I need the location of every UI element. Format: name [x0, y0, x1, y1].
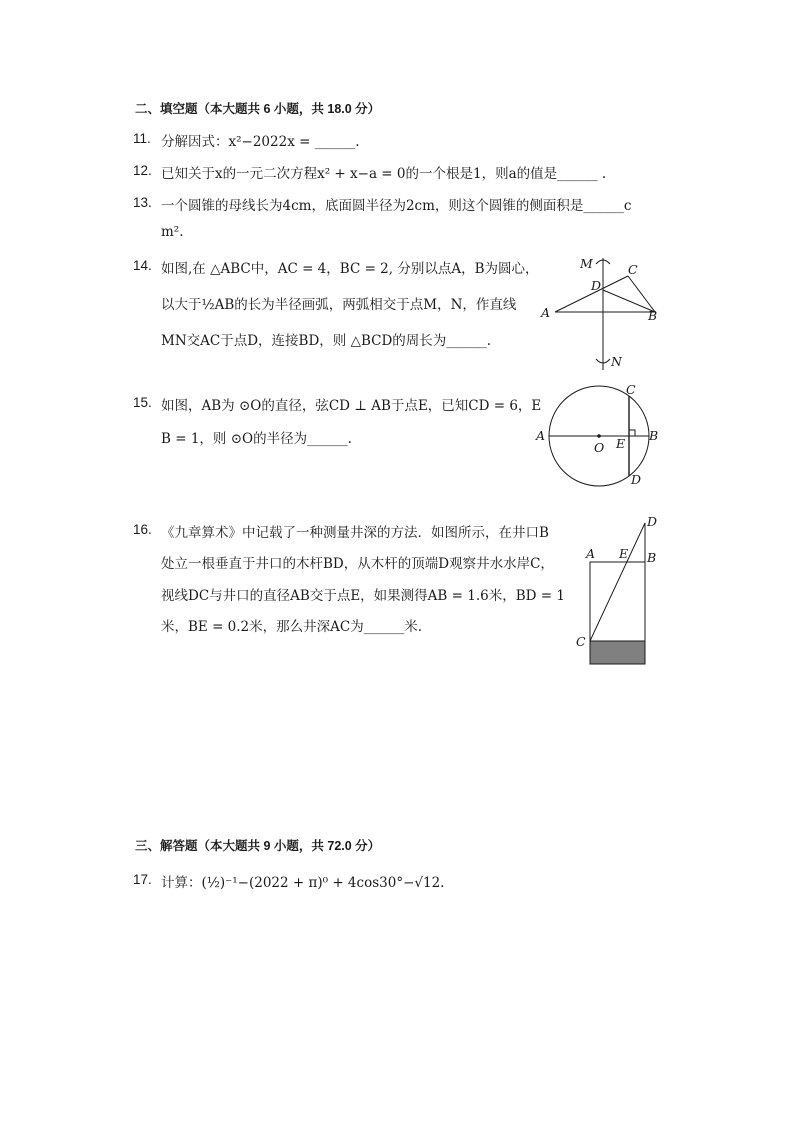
label-a: A — [536, 428, 546, 443]
section-heading-solve: 三、解答题（本大题共 9 小题，共 72.0 分） — [135, 839, 381, 853]
label-n: N — [611, 354, 622, 369]
question-text: 以大于½AB的长为半径画弧，两弧相交于点M，N，作直线 — [161, 297, 517, 313]
label-d: D — [591, 278, 602, 293]
section-heading-fill-in: 二、填空题（本大题共 6 小题，共 18.0 分） — [135, 102, 381, 116]
question-text: 分解因式：x²−2022x = ______. — [161, 134, 360, 150]
well-figure — [570, 510, 670, 670]
question-text: B = 1，则 ⊙O的半径为______. — [161, 431, 352, 447]
label-a: A — [586, 546, 596, 561]
question-number: 14. — [133, 258, 152, 273]
question-text: MN交AC于点D，连接BD，则 △BCD的周长为______. — [161, 333, 492, 349]
question-text: 米，BE = 0.2米，那么井深AC为______米. — [161, 619, 423, 635]
question-number: 15. — [133, 395, 152, 410]
question-text: 如图，AB为 ⊙O的直径，弦CD ⊥ AB于点E，已知CD = 6，E — [161, 398, 542, 414]
label-e: E — [616, 436, 626, 451]
question-text: 一个圆锥的母线长为4cm，底面圆半径为2cm，则这个圆锥的侧面积是______c — [161, 198, 632, 214]
question-number: 13. — [133, 195, 152, 210]
label-a: A — [541, 305, 551, 320]
label-c: C — [628, 262, 638, 277]
question-text: 《九章算术》中记载了一种测量井深的方法．如图所示，在井口B — [161, 525, 549, 541]
label-c: C — [576, 634, 586, 649]
question-number: 11. — [133, 131, 151, 146]
label-c: C — [626, 382, 636, 397]
label-d: D — [631, 472, 642, 487]
question-number: 17. — [133, 872, 152, 887]
label-e: E — [619, 546, 629, 561]
label-o: O — [594, 440, 605, 455]
question-text: 已知关于x的一元二次方程x² + x−a = 0的一个根是1，则a的值是______ . — [161, 166, 607, 182]
question-text: m². — [161, 224, 184, 240]
label-b: B — [648, 308, 658, 323]
label-b: B — [647, 550, 657, 565]
question-text: 计算：(½)⁻¹−(2022 + π)⁰ + 4cos30°−√12. — [161, 875, 445, 891]
label-m: M — [580, 256, 593, 271]
question-text: 视线DC与井口的直径AB交于点E，如果测得AB = 1.6米，BD = 1 — [161, 588, 565, 604]
circle-figure — [530, 380, 665, 490]
question-text: 处立一根垂直于井口的木杆BD，从木杆的顶端D观察井水水岸C， — [161, 556, 554, 572]
question-number: 16. — [133, 522, 152, 537]
triangle-figure — [530, 250, 670, 375]
label-d: D — [647, 514, 658, 529]
label-b: B — [649, 428, 659, 443]
question-text: 如图,在 △ABC中，AC = 4，BC = 2, 分别以点A，B为圆心， — [161, 261, 539, 277]
question-number: 12. — [133, 163, 152, 178]
